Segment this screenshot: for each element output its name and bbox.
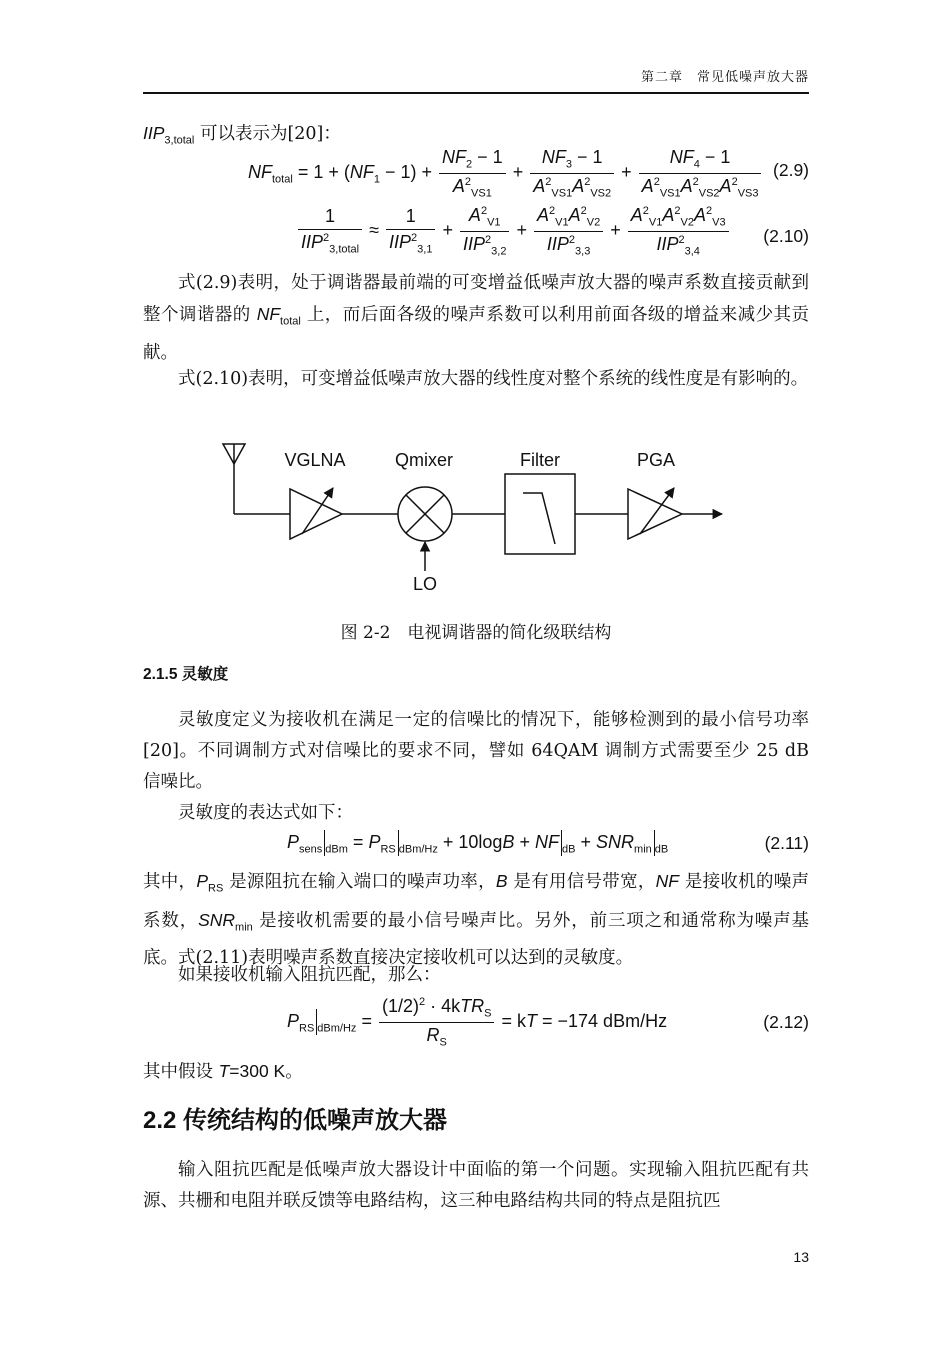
eq-2-12-number: (2.12) [763,1012,809,1032]
body-paragraph-8: 输入阻抗匹配是低噪声放大器设计中面临的第一个问题。实现输入阻抗匹配有共源、共栅和电阻并联反馈等电路结构，这三种电路结构共同的特点是阻抗匹 [143,1160,809,1211]
equation-2-10: $\frac{1}{IIP^2_{3,total}}$ ≈ $\frac{1}{IIP^2_{3,1}}$ + $\frac{A^2_{V1}}{IIP^2_{3,2}}$ + $\frac{A^2_{V1}A^2_{V2}}{IIP^2_{3,3}}$ + $\frac{A^2_{V1}A^2_{V2}A^2_{V3}}{IIP^2_{3,4}}$ [296,205,731,257]
intro-line: $IIP_{3,total}$ 可以表示为[20]： [143,123,341,147]
pga-label: PGA [636,450,676,470]
body-paragraph-1: 式(2.9)表明，处于调谐器最前端的可变增益低噪声放大器的噪声系数直接贡献到整个调谐器的 $NF_{total}$ 上，而后面各级的噪声系数可以利用前面各级的增益来减少其贡献。 [143,273,810,363]
body-paragraph-7: 其中假设 T=300 K。 [143,1061,303,1082]
intro-text: 可以表示为[20]： [199,124,341,144]
eq-2-9-term-1: $\frac{NF_2 - 1}{A^2_{VS1}}$ [439,147,506,199]
antenna-icon [223,444,290,514]
iip-symbol: IIP [143,123,165,143]
eq-2-9-number: (2.9) [773,160,809,180]
equation-2-11: $P_{sens}$ $_{dBm} = P_{RS}$ $_{dBm/Hz}$ + 10logB + NF $_{dB} + SNR_{min}$ $_{dB}$ [287,832,669,856]
header-rule [143,92,809,94]
eq-2-9-term-2: $\frac{NF_3 - 1}{A^2_{VS1}A^2_{VS2}}$ [530,147,614,199]
filter-block [505,474,575,554]
body-paragraph-3: 灵敏度定义为接收机在满足一定的信噪比的情况下，能够检测到的最小信号功率[20]。不同调制方式对信噪比的要求不同，譬如 64QAM 调制方式需要至少 25 dB 信噪比。 [143,710,809,792]
filter-label: Filter [520,450,560,470]
equation-2-9: $NF_{total} = 1 + (NF_1 - 1)$ + $\frac{NF_2 - 1}{A^2_{VS1}}$ + $\frac{NF_3 - 1}{A^2_{VS1}A^2_{VS2}}$ + $\frac{NF_4 - 1}{A^2_{VS1}A^2_{VS2}A^2_{VS3}}$ [248,147,763,199]
body-paragraph-4: 灵敏度的表达式如下： [178,803,353,823]
page-number: 13 [793,1249,809,1265]
pga-amplifier [628,488,682,539]
qmixer-label: Qmixer [395,450,453,470]
body-paragraph-5: 其中，$P_{RS}$ 是源阻抗在输入端口的噪声功率，B 是有用信号带宽，NF 是接收机的噪声系数，$SNR_{min}$ 是接收机需要的最小信号噪声比。另外，前三项之和通常称为噪声基底。式(2.11)表明噪声系数直接决定接收机可以达到的灵敏度。 [143,871,810,968]
section-heading-2-1-5: 2.1.5 灵敏度 [143,666,229,683]
lo-label: LO [412,574,438,594]
vglna-label: VGLNA [284,450,346,470]
figure-caption: 图 2-2 电视调谐器的简化级联结构 [340,623,612,643]
eq-2-11-number: (2.11) [764,833,809,853]
section-heading-2-2: 2.2 传统结构的低噪声放大器 [143,1107,448,1134]
vglna-amplifier [290,488,342,539]
running-header: 第二章 常见低噪声放大器 [640,70,809,85]
eq-2-10-number: (2.10) [763,226,809,246]
tuner-block-diagram [190,436,750,596]
equation-2-12: $P_{RS}$ $_{dBm/Hz}$ = $\frac{(1/2)^2 \cdot 4kTR_S}{R_S}$ = kT = −174 dBm/Hz [287,996,668,1049]
body-paragraph-6: 如果接收机输入阻抗匹配，那么： [178,965,441,985]
qmixer-block [398,487,452,541]
eq-2-9-term-3: $\frac{NF_4 - 1}{A^2_{VS1}A^2_{VS2}A^2_{VS3}}$ [639,147,762,199]
body-paragraph-2: 式(2.10)表明，可变增益低噪声放大器的线性度对整个系统的线性度是有影响的。 [178,369,809,389]
